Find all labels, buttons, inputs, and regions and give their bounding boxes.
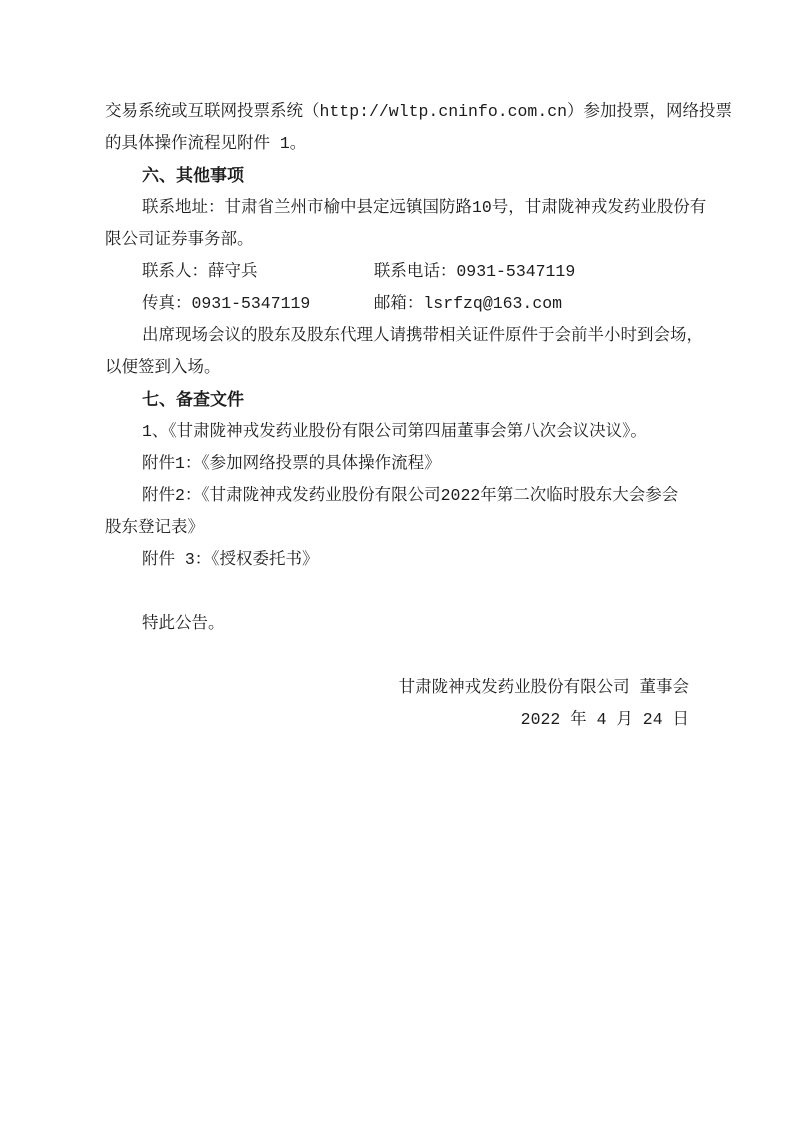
attachment-2-line-2: 股东登记表》 <box>105 518 204 537</box>
contact-email: 邮箱：lsrfzq@163.com <box>373 294 563 313</box>
contact-phone: 联系电话：0931-5347119 <box>373 262 576 281</box>
section-heading-other-matters: 六、其他事项 <box>142 166 244 185</box>
reference-doc-item-1: 1、《甘肃陇神戎发药业股份有限公司第四届董事会第八次会议决议》。 <box>142 422 647 441</box>
voting-system-line-1: 交易系统或互联网投票系统（http://wltp.cninfo.com.cn）参加投票，网络投票 <box>105 102 733 121</box>
signature-company: 甘肃陇神戎发药业股份有限公司 董事会 <box>398 678 689 697</box>
signature-date: 2022 年 4 月 24 日 <box>520 710 689 729</box>
attendance-note-line-2: 以便签到入场。 <box>105 358 221 377</box>
attachment-2-line-1: 附件2：《甘肃陇神戎发药业股份有限公司2022年第二次临时股东大会参会 <box>142 486 679 505</box>
attachment-1: 附件1：《参加网络投票的具体操作流程》 <box>142 454 441 473</box>
contact-row-fax-email <box>105 288 697 320</box>
attendance-note-line-1: 出席现场会议的股东及股东代理人请携带相关证件原件于会前半小时到会场， <box>142 326 703 345</box>
document-body <box>105 96 733 736</box>
attachment-3: 附件 3：《授权委托书》 <box>142 550 319 569</box>
contact-person: 联系人：薛守兵 <box>142 262 258 281</box>
contact-row-person-phone <box>105 256 697 288</box>
closing-statement: 特此公告。 <box>142 614 225 633</box>
voting-system-line-2: 的具体操作流程见附件 1。 <box>105 134 307 153</box>
section-heading-reference-documents: 七、备查文件 <box>142 390 244 409</box>
blank-line <box>105 576 697 608</box>
blank-line <box>105 640 697 672</box>
contact-address-line-1: 联系地址：甘肃省兰州市榆中县定远镇国防路10号，甘肃陇神戎发药业股份有 <box>142 198 707 217</box>
contact-address-line-2: 限公司证券事务部。 <box>105 230 254 249</box>
contact-fax: 传真：0931-5347119 <box>142 294 311 313</box>
